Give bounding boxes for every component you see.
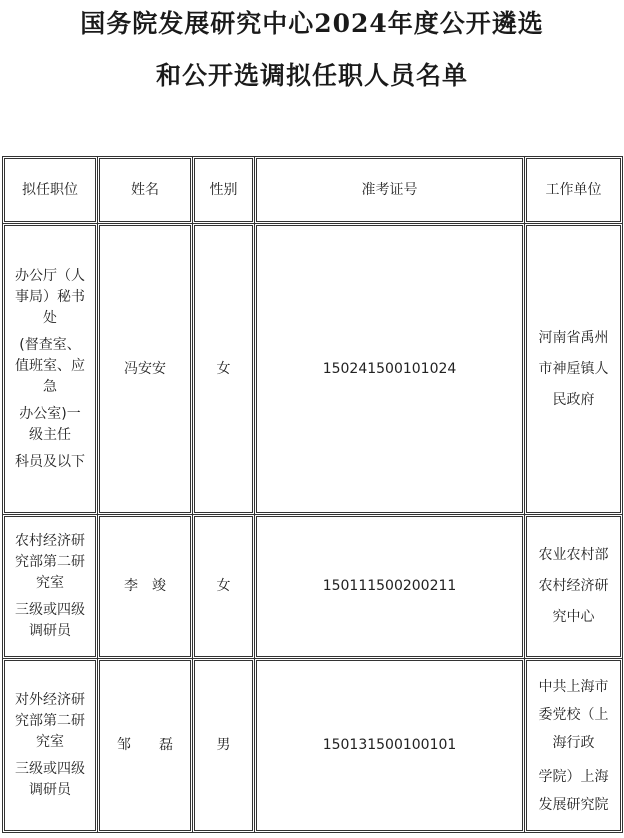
position-line: 办公厅（人事局）秘书处: [15, 267, 85, 326]
page-title-line2: 和公开选调拟任职人员名单: [155, 61, 468, 90]
workplace-line: 学院）上海发展研究院: [538, 768, 609, 813]
workplace-line: 中共上海市委党校（上海行政: [538, 678, 609, 751]
position-line: 三级或四级调研员: [15, 761, 85, 798]
position-line: 科员及以下: [15, 453, 85, 470]
workplace-cell: [525, 659, 623, 833]
table-header-row: [3, 157, 623, 224]
table-row: [3, 659, 623, 833]
position-line: (督查室、值班室、应急: [15, 336, 85, 395]
workplace-cell: [525, 515, 623, 659]
position-line: 农村经济研究部第二研究室: [15, 533, 85, 591]
gender-cell: 女: [193, 224, 255, 515]
page-title-line1: 国务院发展研究中心2024年度公开遴选: [80, 9, 544, 38]
gender-cell: 男: [193, 659, 255, 833]
position-line: 办公室)一级主任: [19, 405, 81, 443]
column-header-position: 拟任职位: [3, 157, 98, 224]
gender-cell: 女: [193, 515, 255, 659]
table-row: [3, 224, 623, 515]
position-line: 三级或四级调研员: [15, 602, 85, 639]
exam-id-cell: 150111500200211: [255, 515, 525, 659]
workplace-line: 农业农村部农村经济研究中心: [538, 547, 609, 625]
column-header-workplace: 工作单位: [525, 157, 623, 224]
name-cell: 冯安安: [98, 224, 193, 515]
exam-id-cell: 150131500100101: [255, 659, 525, 833]
column-header-exam-id: 准考证号: [255, 157, 525, 224]
appointment-table: [2, 156, 623, 833]
position-cell: [3, 659, 98, 833]
workplace-line: 河南省禹州市神垕镇人民政府: [538, 329, 609, 408]
workplace-cell: [525, 224, 623, 515]
column-header-name: 姓名: [98, 157, 193, 224]
position-line: 对外经济研究部第二研究室: [15, 692, 85, 750]
column-header-gender: 性别: [193, 157, 255, 224]
position-cell: [3, 224, 98, 515]
exam-id-cell: 150241500101024: [255, 224, 525, 515]
name-cell: 李 竣: [98, 515, 193, 659]
position-cell: [3, 515, 98, 659]
name-cell: 邹 磊: [98, 659, 193, 833]
table-row: [3, 515, 623, 659]
